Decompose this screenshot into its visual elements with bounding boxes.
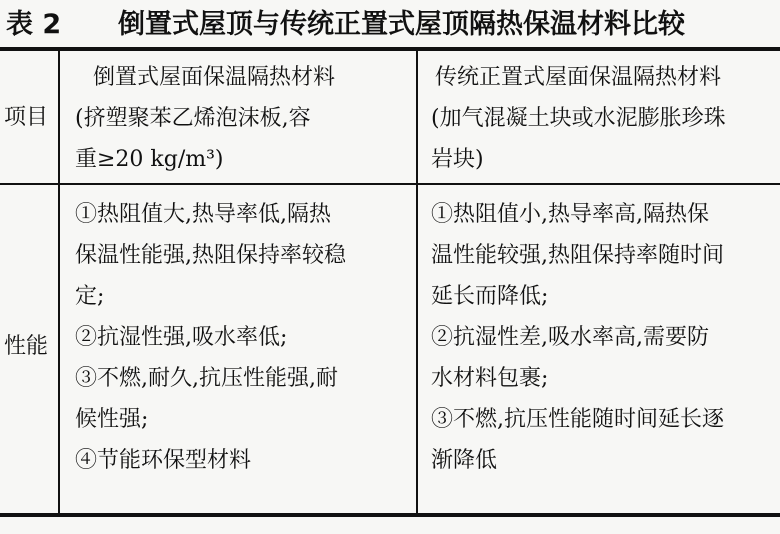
- table-number: 表 2: [6, 9, 62, 40]
- bottom-rule: [0, 513, 780, 517]
- header-line: (挤塑聚苯乙烯泡沫板,容: [75, 106, 311, 131]
- header-traditional-roof: [431, 57, 726, 180]
- column-divider-2: [416, 51, 418, 513]
- performance-line: 温性能较强,热阻保持率随时间: [431, 243, 724, 268]
- header-inverted-roof: [75, 57, 335, 180]
- performance-line: ②抗湿性差,吸水率高,需要防: [431, 325, 709, 350]
- header-line: 传统正置式屋面保温隔热材料: [435, 65, 722, 90]
- column-divider-1: [58, 51, 60, 513]
- table-title: 倒置式屋顶与传统正置式屋顶隔热保温材料比较: [118, 9, 685, 40]
- top-rule: [0, 47, 780, 51]
- performance-line: 水材料包裹;: [431, 366, 549, 391]
- header-line: 重≥20 kg/m³): [75, 147, 224, 172]
- performance-line: ③不燃,耐久,抗压性能强,耐: [75, 366, 338, 391]
- header-rule: [0, 183, 780, 185]
- performance-line: 定;: [75, 284, 105, 309]
- performance-line: 保温性能强,热阻保持率较稳: [75, 243, 346, 268]
- header-line: 倒置式屋面保温隔热材料: [93, 65, 336, 90]
- header-line: (加气混凝土块或水泥膨胀珍珠: [431, 106, 726, 131]
- row-label-item: 项目: [4, 105, 49, 130]
- table-caption: [6, 6, 774, 44]
- performance-line: 延长而降低;: [431, 284, 549, 309]
- performance-line: ①热阻值大,热导率低,隔热: [75, 202, 331, 227]
- row-label-performance: 性能: [4, 334, 49, 359]
- performance-line: 候性强;: [75, 407, 149, 432]
- performance-line: ①热阻值小,热导率高,隔热保: [431, 202, 709, 227]
- header-line: 岩块): [431, 147, 484, 172]
- performance-line: ②抗湿性强,吸水率低;: [75, 325, 288, 350]
- performance-inverted-roof: [75, 194, 346, 481]
- performance-line: ④节能环保型材料: [75, 448, 252, 473]
- performance-line: ③不燃,抗压性能随时间延长逐: [431, 407, 724, 432]
- performance-traditional-roof: [431, 194, 724, 481]
- performance-line: 渐降低: [431, 448, 498, 473]
